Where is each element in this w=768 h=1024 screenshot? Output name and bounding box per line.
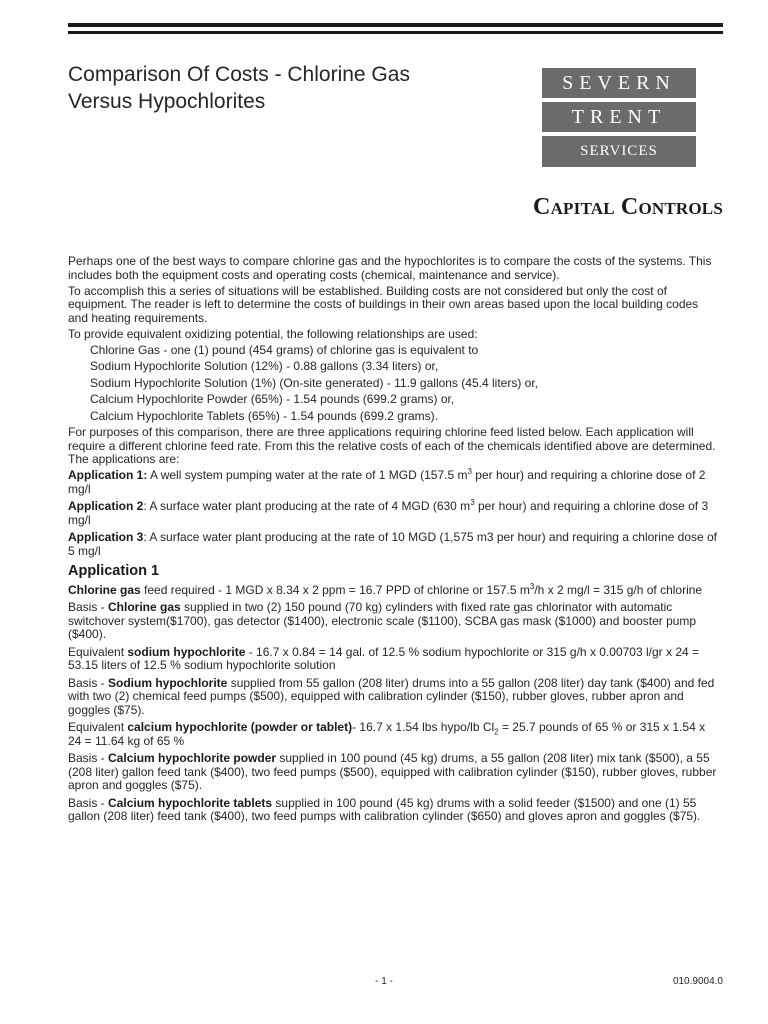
basis-prefix: Basis - [68,795,109,810]
equivalent-sodium-hypochlorite [68,646,720,673]
application-1-text: A well system pumping water at the rate of 1 MGD (157.5 m [147,468,468,482]
superscript: 3 [470,498,475,507]
application-1-label: Application 1: [68,468,148,482]
logo-trent: TRENT [542,102,696,132]
intro-paragraph-2: To accomplish this a series of situations will be established. Building costs are not considered but only the cost of equipment. The reader is left to determine the costs of buildings in their own areas based upon the local building codes and heating requirements. [68,283,699,325]
logo-severn: SEVERN [542,68,696,98]
application-2-description [68,500,720,527]
superscript: 3 [529,581,535,591]
title-line-2: Versus Hypochlorites [68,90,266,113]
title-line-1: Comparison Of Costs - Chlorine Gas [68,63,410,86]
subscript: 2 [494,727,499,737]
basis-calcium-tablets [68,797,720,824]
basis-calcium-powder [68,752,720,793]
basis-prefix: Basis - [68,675,109,690]
top-rule-thin [68,31,723,34]
relationship-item: Sodium Hypochlorite Solution (1%) (On-site generated) - 11.9 gallons (45.4 liters) or, [90,375,538,390]
application-2-label: Application 2 [68,499,144,513]
logo-services: SERVICES [542,136,696,167]
document-number: 010.9004.0 [672,976,723,987]
severn-trent-logo [542,68,696,171]
basis-chlorine-gas [68,601,720,642]
document-body [68,255,720,826]
equivalent-text-end: = 25.7 pounds of 65 % or 315 x 1.54 x 24 = 11.64 kg of 65 % [68,720,706,748]
application-3-description [68,531,720,558]
equivalent-text: - 16.7 x 1.54 lbs hypo/lb Cl [352,720,495,734]
application-3-text: : A surface water plant producing at the rate of 10 MGD (1,575 m3 per hour) and requiring a chlorine dose of 5 mg/l [68,530,718,558]
chlorine-gas-text-end: /h x 2 mg/l = 315 g/h of chlorine [534,582,703,597]
equivalent-calcium-hypochlorite [68,721,720,748]
section-heading: Application 1 [68,563,160,579]
page-number: - 1 - [375,976,393,987]
application-3-label: Application 3 [68,530,144,544]
application-1-description [68,469,720,496]
chlorine-gas-text: feed required - 1 MGD x 8.34 x 2 ppm = 16.7 PPD of chlorine or 157.5 m [140,582,530,597]
basis-label: Calcium hypochlorite powder [108,751,277,765]
top-rule-thick [68,23,723,27]
equivalent-label: calcium hypochlorite (powder or tablet) [127,720,353,734]
basis-text: supplied from 55 gallon (208 liter) drums into a 55 gallon (208 liter) day tank ($400) and fed with two (2) chemical feed pumps ($500), equipped with calibration cylinder ($150), rubber gloves, rubber apron and goggles ($75). [68,675,715,717]
basis-text: supplied in two (2) 150 pound (70 kg) cylinders with fixed rate gas chlorinator with automatic switchover system($1700), gas detector ($1400), electronic scale ($1100), SCBA gas mask ($1000) and booster pump ($400). [68,600,697,641]
equivalent-label: sodium hypochlorite [127,644,246,659]
purposes-paragraph: For purposes of this comparison, there are three applications requiring chlorine feed listed below. Each application will require a different chlorine feed rate. From this the relative costs of each of the chemicals identified above are determined. The applications are: [68,425,716,466]
basis-label: Chlorine gas [108,600,181,614]
basis-text: supplied in 100 pound (45 kg) drums with a solid feeder ($1500) and one (1) 55 gallon (208 liter) feed tank ($400), two feed pumps with calibration cylinder ($650) and gloves apron and goggles ($75). [68,795,701,823]
chlorine-gas-label: Chlorine gas [68,582,141,597]
application-2-text-end: per hour) and requiring a chlorine dose of 3 mg/l [68,499,709,527]
capital-controls-brand [533,194,723,221]
relationship-item: Sodium Hypochlorite Solution (12%) - 0.88 gallons (3.34 liters) or, [90,359,439,373]
brand-text: Capital Controls [533,194,723,220]
superscript: 3 [467,467,472,476]
basis-label: Sodium hypochlorite [108,675,228,690]
equivalent-text: - 16.7 x 0.84 = 14 gal. of 12.5 % sodium hypochlorite or 315 g/h x 0.00703 l/gr x 24 = 53.15 liters of 12.5 % sodium hypochlorite solution [68,644,700,672]
relationship-item: Calcium Hypochlorite Tablets (65%) - 1.54 pounds (699.2 grams). [90,408,438,423]
relationship-item: Calcium Hypochlorite Powder (65%) - 1.54 pounds (699.2 grams) or, [90,392,455,406]
basis-text: supplied in 100 pound (45 kg) drums, a 55 gallon (208 liter) mix tank ($500), a 55 (208 liter) gallon feed tank ($400), two feed pumps ($500), equipped with calibration cylinder ($150), rubber gloves, rubber apron and goggles ($75). [68,751,717,792]
chlorine-gas-feed [68,581,720,598]
equivalent-prefix: Equivalent [68,720,128,734]
relationship-item: Chlorine Gas - one (1) pound (454 grams) of chlorine gas is equivalent to [90,342,479,357]
basis-prefix: Basis - [68,600,109,614]
basis-sodium-hypochlorite [68,677,720,718]
equivalent-prefix: Equivalent [68,644,128,659]
application-1-text-end: per hour) and requiring a chlorine dose of 2 mg/l [68,468,706,496]
page-title [68,61,498,115]
intro-paragraph-3: To provide equivalent oxidizing potential, the following relationships are used: [68,326,478,341]
intro-paragraph-1: Perhaps one of the best ways to compare chlorine gas and the hypochlorites is to compare the costs of the systems. This includes both the equipment costs and operating costs (chemical, maintenance and service). [68,254,712,282]
basis-prefix: Basis - [68,751,109,765]
application-2-text: : A surface water plant producing at the rate of 4 MGD (630 m [143,499,471,513]
basis-label: Calcium hypochlorite tablets [108,795,273,810]
